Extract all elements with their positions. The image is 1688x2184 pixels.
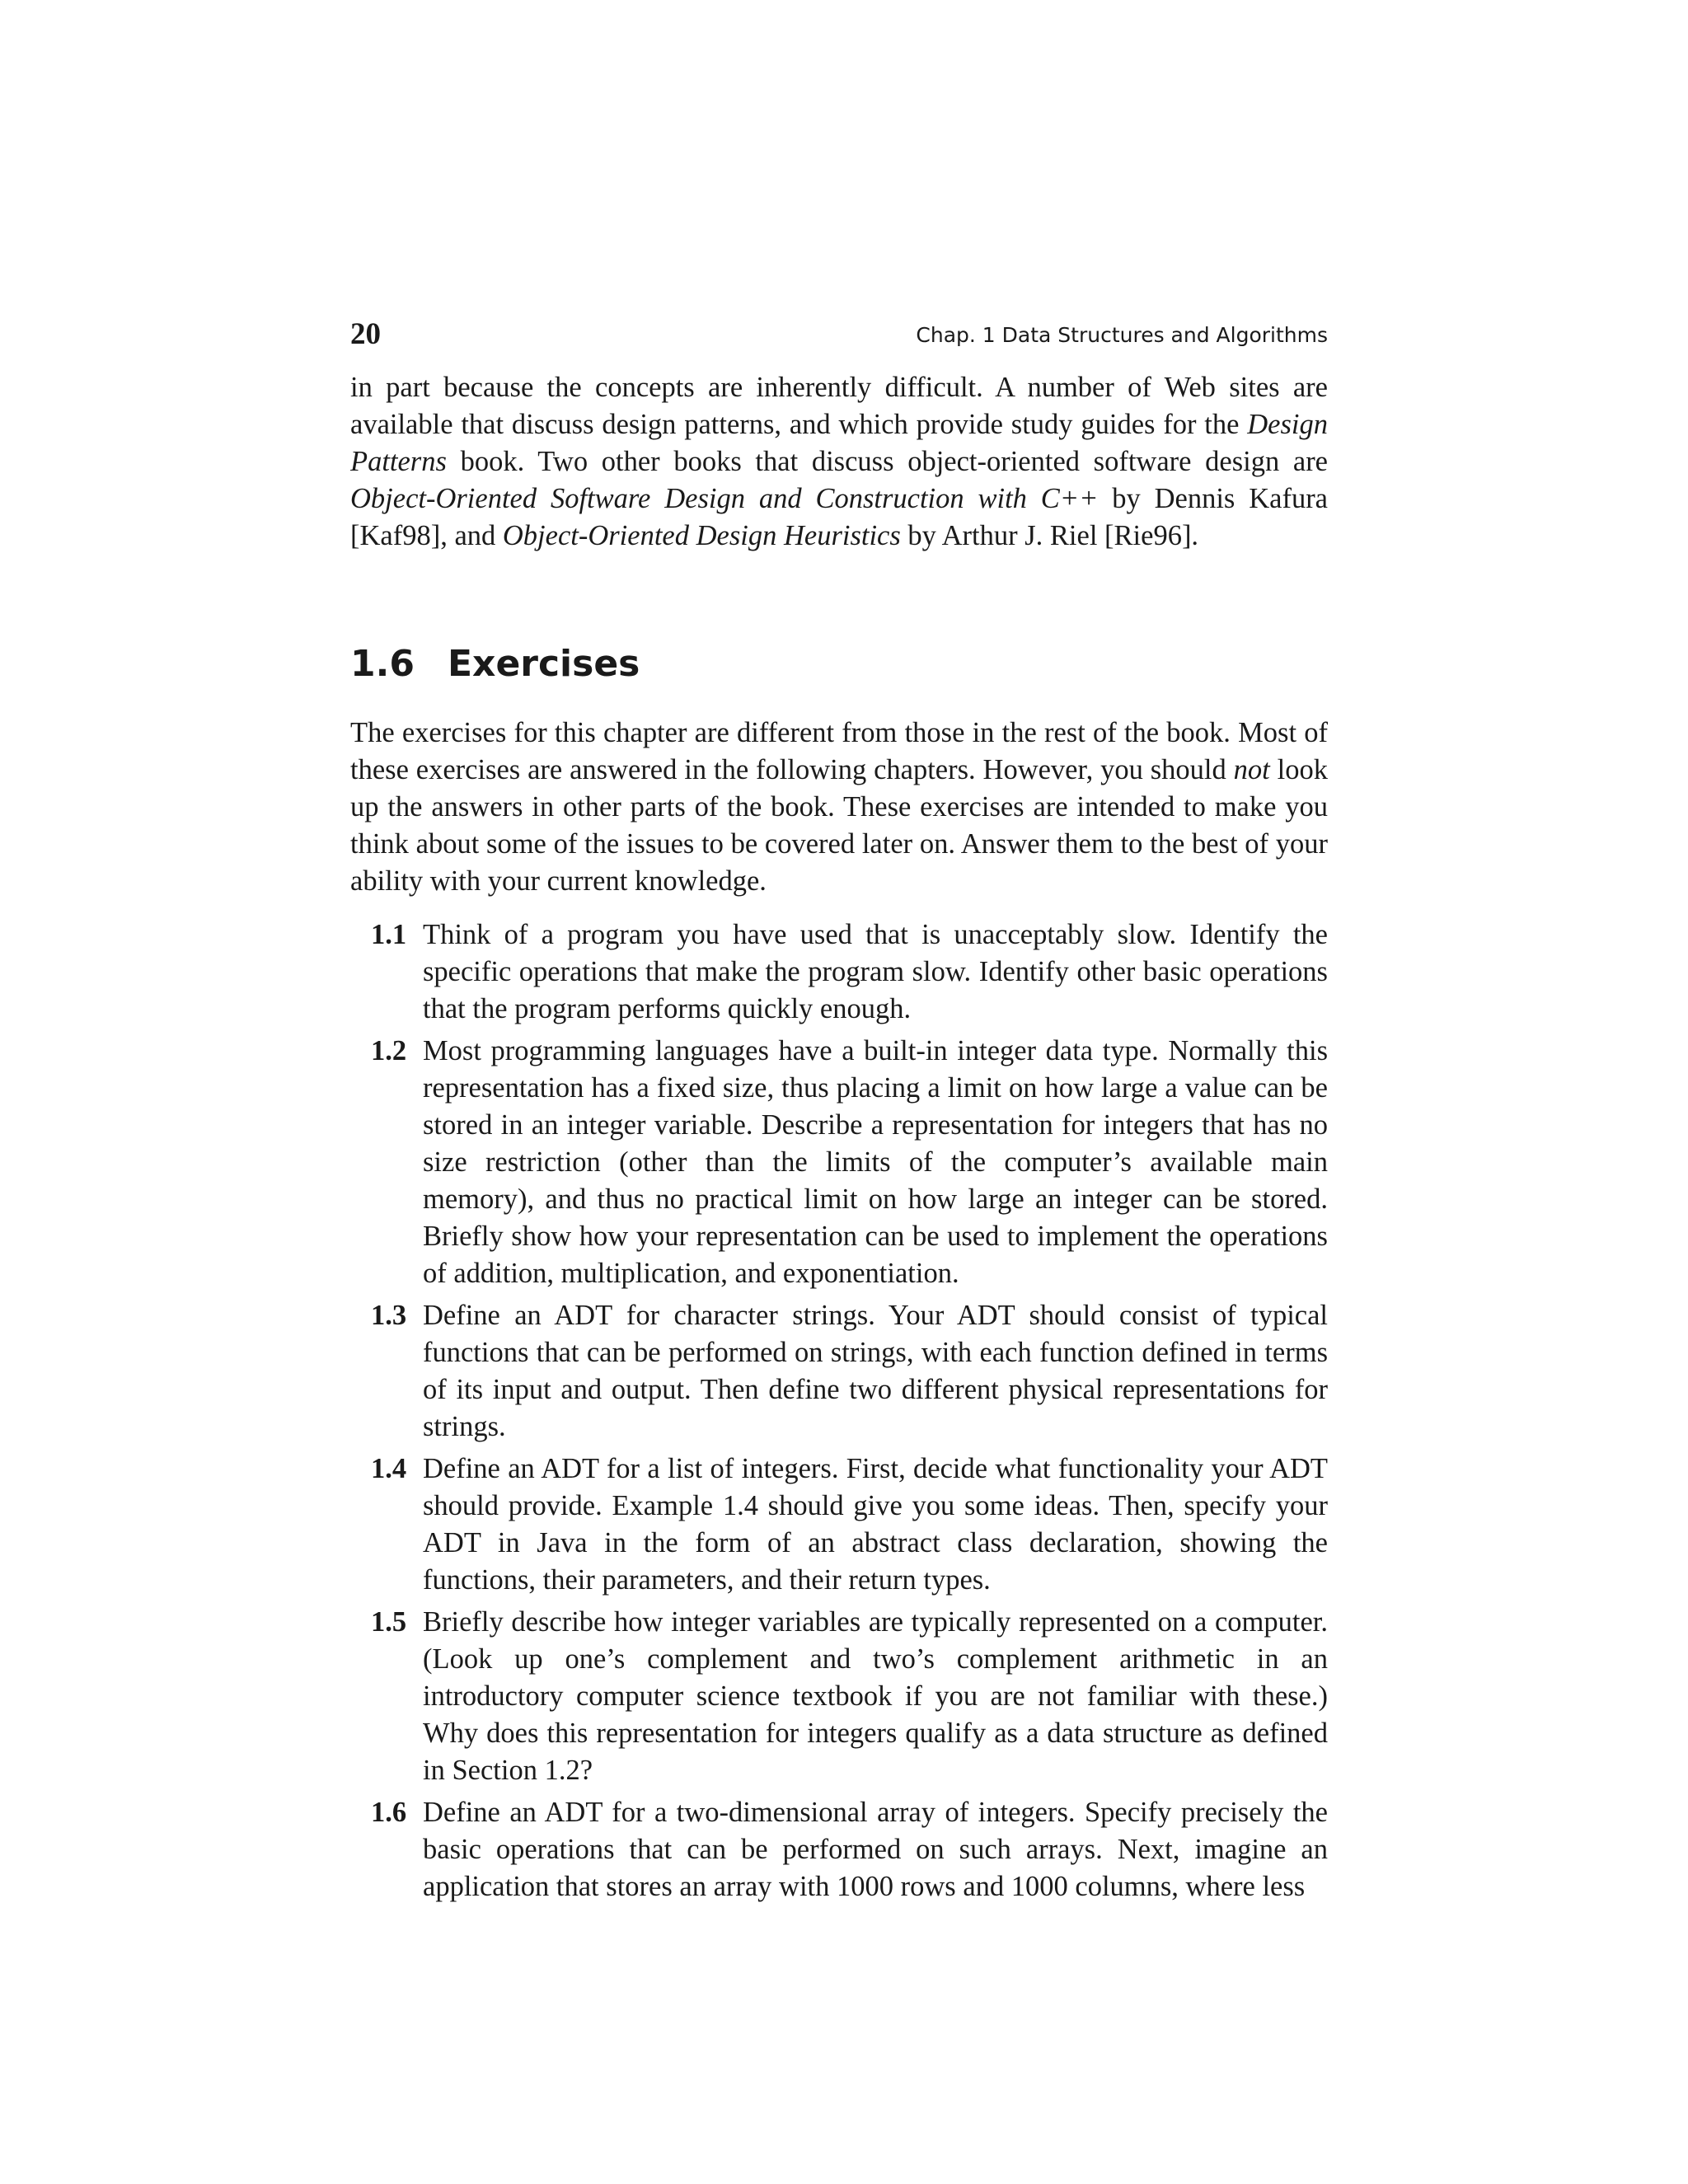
exercises-intro-paragraph	[350, 715, 1328, 900]
exercise-item	[350, 1297, 1328, 1446]
book-page	[350, 305, 1328, 1910]
exercise-item	[350, 1033, 1328, 1292]
book-title-design-patterns: Design Patterns	[350, 409, 1328, 477]
intro-paragraph	[350, 369, 1328, 555]
exercise-number: 1.4	[371, 1453, 407, 1484]
exercise-number: 1.5	[371, 1606, 407, 1638]
exercises-intro-text-2: look up the answers in other parts of the book. These exercises are intended to make you think about some of the issues to be covered later on. Answer them to the best of your ability with your current knowledge.	[350, 754, 1328, 897]
exercise-text: Think of a program you have used that is unacceptably slow. Identify the specific operations that make the program slow. Identify other basic operations that the program performs quickly enough.	[423, 919, 1328, 1024]
exercise-text: Define an ADT for a two-dimensional array of integers. Specify precisely the basic operations that can be performed on such arrays. Next, imagine an application that stores an array with 1000 rows and 1000 columns, where less	[423, 1797, 1328, 1902]
exercise-text: Briefly describe how integer variables are typically represented on a computer. (Look up one’s complement and two’s complement arithmetic in an introductory computer science textbook if you are not familiar with these.) Why does this representation for integers qualify as a data structure as defined in Section 1.2?	[423, 1606, 1328, 1786]
exercises-intro-text-1: The exercises for this chapter are different from those in the rest of the book. Most of these exercises are answered in the following chapters. However, you should	[350, 717, 1328, 785]
exercise-number: 1.6	[371, 1797, 407, 1828]
intro-text-4: by Arthur J. Riel [Rie96].	[900, 520, 1199, 551]
intro-text-3: by Dennis Kafura [Kaf98], and	[350, 483, 1328, 551]
exercise-text: Define an ADT for a list of integers. First, decide what functionality your ADT should provide. Example 1.4 should give you some ideas. Then, specify your ADT in Java in the form of an abstract class declaration, showing the functions, their parameters, and their return types.	[423, 1453, 1328, 1596]
exercise-list	[350, 916, 1328, 1905]
book-title-oo-software-design: Object-Oriented Software Design and Construction with C++	[350, 483, 1099, 514]
section-heading	[350, 643, 1328, 686]
running-head	[350, 305, 1328, 354]
exercise-number: 1.1	[371, 919, 407, 950]
book-title-oo-design-heuristics: Object-Oriented Design Heuristics	[502, 520, 901, 551]
intro-text-2: book. Two other books that discuss object-oriented software design are	[446, 446, 1328, 477]
exercises-intro-emphasis: not	[1233, 754, 1270, 785]
exercise-text: Define an ADT for character strings. Your ADT should consist of typical functions that can be performed on strings, with each function defined in terms of its input and output. Then define two different physical representations for strings.	[423, 1300, 1328, 1442]
chapter-title: Chap. 1 Data Structures and Algorithms	[916, 323, 1328, 347]
exercise-item	[350, 1794, 1328, 1905]
exercise-item	[350, 1451, 1328, 1599]
section-title: Exercises	[448, 643, 640, 685]
intro-text-1: in part because the concepts are inherently difficult. A number of Web sites are available that discuss design patterns, and which provide study guides for the	[350, 372, 1328, 440]
page-number: 20	[350, 317, 381, 351]
exercise-item	[350, 916, 1328, 1028]
section-number: 1.6	[350, 643, 415, 685]
exercise-item	[350, 1604, 1328, 1789]
exercise-number: 1.3	[371, 1300, 407, 1331]
exercise-number: 1.2	[371, 1035, 407, 1066]
exercise-text: Most programming languages have a built-in integer data type. Normally this representation has a fixed size, thus placing a limit on how large a value can be stored in an integer variable. Describe a representation for integers that has no size restriction (other than the limits of the computer’s available main memory), and thus no practical limit on how large an integer can be stored. Briefly show how your representation can be used to implement the operations of addition, multiplication, and exponentiation.	[423, 1035, 1328, 1289]
